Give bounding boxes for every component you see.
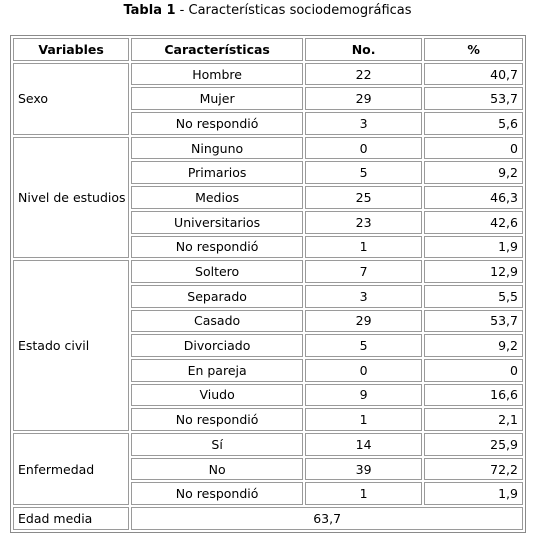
percent-cell: 16,6 <box>424 384 523 407</box>
characteristic-cell: No respondió <box>131 112 303 135</box>
count-cell: 3 <box>305 285 422 308</box>
percent-cell: 5,6 <box>424 112 523 135</box>
count-cell: 1 <box>305 482 422 505</box>
percent-cell: 25,9 <box>424 433 523 456</box>
table-row <box>13 433 523 456</box>
characteristic-cell: Separado <box>131 285 303 308</box>
variable-cell: Nivel de estudios <box>13 137 129 258</box>
count-cell: 14 <box>305 433 422 456</box>
characteristic-cell: Sí <box>131 433 303 456</box>
count-cell: 29 <box>305 310 422 333</box>
header-variables: Variables <box>13 38 129 61</box>
percent-cell: 42,6 <box>424 211 523 234</box>
sociodemographic-table <box>10 35 526 533</box>
characteristic-cell: No respondió <box>131 408 303 431</box>
count-cell: 0 <box>305 359 422 382</box>
variable-cell: Sexo <box>13 63 129 135</box>
characteristic-cell: Viudo <box>131 384 303 407</box>
header-row <box>13 38 523 61</box>
variable-cell: Enfermedad <box>13 433 129 505</box>
caption-label: Tabla 1 <box>123 3 176 18</box>
count-cell: 3 <box>305 112 422 135</box>
percent-cell: 0 <box>424 359 523 382</box>
characteristic-cell: Primarios <box>131 161 303 184</box>
count-cell: 1 <box>305 236 422 259</box>
characteristic-cell: Universitarios <box>131 211 303 234</box>
characteristic-cell: Soltero <box>131 260 303 283</box>
header-caracteristicas: Características <box>131 38 303 61</box>
percent-cell: 72,2 <box>424 458 523 481</box>
percent-cell: 1,9 <box>424 236 523 259</box>
variable-cell: Estado civil <box>13 260 129 431</box>
characteristic-cell: Medios <box>131 186 303 209</box>
characteristic-cell: Divorciado <box>131 334 303 357</box>
count-cell: 5 <box>305 334 422 357</box>
percent-cell: 9,2 <box>424 334 523 357</box>
count-cell: 23 <box>305 211 422 234</box>
percent-cell: 0 <box>424 137 523 160</box>
percent-cell: 9,2 <box>424 161 523 184</box>
table-caption <box>0 3 535 18</box>
percent-cell: 40,7 <box>424 63 523 86</box>
count-cell: 22 <box>305 63 422 86</box>
count-cell: 25 <box>305 186 422 209</box>
count-cell: 9 <box>305 384 422 407</box>
characteristic-cell: No respondió <box>131 236 303 259</box>
percent-cell: 53,7 <box>424 310 523 333</box>
table-row <box>13 63 523 86</box>
characteristic-cell: No respondió <box>131 482 303 505</box>
characteristic-cell: Casado <box>131 310 303 333</box>
edad-media-row <box>13 507 523 530</box>
percent-cell: 12,9 <box>424 260 523 283</box>
percent-cell: 53,7 <box>424 87 523 110</box>
characteristic-cell: Hombre <box>131 63 303 86</box>
count-cell: 7 <box>305 260 422 283</box>
percent-cell: 5,5 <box>424 285 523 308</box>
characteristic-cell: No <box>131 458 303 481</box>
caption-title: Características sociodemográficas <box>188 3 412 18</box>
characteristic-cell: Mujer <box>131 87 303 110</box>
header-no: No. <box>305 38 422 61</box>
header-pct: % <box>424 38 523 61</box>
percent-cell: 46,3 <box>424 186 523 209</box>
count-cell: 1 <box>305 408 422 431</box>
edad-media-value: 63,7 <box>131 507 523 530</box>
table-row <box>13 137 523 160</box>
percent-cell: 1,9 <box>424 482 523 505</box>
percent-cell: 2,1 <box>424 408 523 431</box>
characteristic-cell: En pareja <box>131 359 303 382</box>
count-cell: 29 <box>305 87 422 110</box>
count-cell: 5 <box>305 161 422 184</box>
caption-separator: - <box>175 3 189 18</box>
count-cell: 39 <box>305 458 422 481</box>
table-row <box>13 260 523 283</box>
edad-media-label: Edad media <box>13 507 129 530</box>
count-cell: 0 <box>305 137 422 160</box>
characteristic-cell: Ninguno <box>131 137 303 160</box>
table-body <box>13 63 523 530</box>
